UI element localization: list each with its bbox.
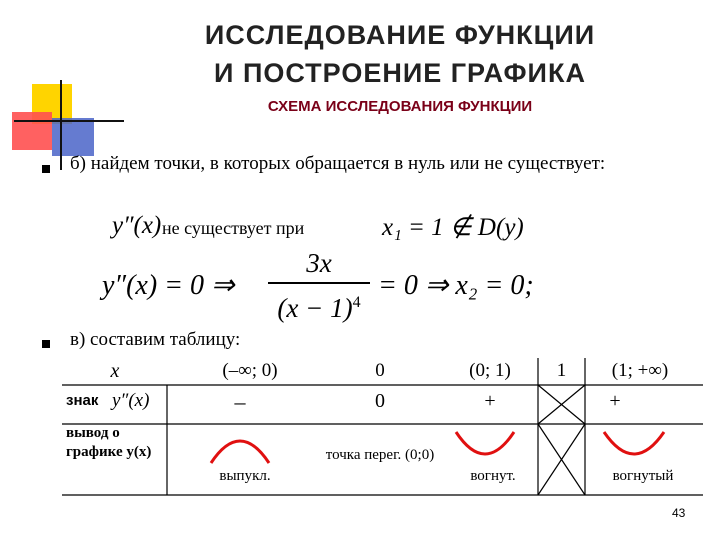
not-exists-text: не существует при — [162, 218, 305, 238]
title-line-1: ИССЛЕДОВАНИЕ ФУНКЦИИ — [204, 20, 596, 50]
point-x1: x₁ = 1 ∉ D(y) — [382, 214, 524, 241]
col2-x: 0 — [375, 360, 385, 381]
fraction-numerator: 3x — [306, 248, 332, 278]
second-derivative-label: y″(x) — [112, 212, 162, 239]
col5-x: (1; +∞) — [611, 360, 669, 381]
row-label-sign-word: знак — [66, 392, 99, 409]
concave-curve-icon — [450, 428, 520, 468]
row-label-conclusion: вывод о графике y(x) — [66, 425, 152, 460]
col3-conclusion: вогнут. — [470, 468, 516, 484]
concave-curve-icon-2 — [598, 428, 670, 468]
row-label-x: x — [110, 360, 120, 382]
title-line-2: И ПОСТРОЕНИЕ ГРАФИКА — [214, 58, 586, 88]
col5-conclusion: вогнутый — [612, 468, 674, 484]
col5-sign: + — [609, 390, 621, 412]
section-v-text: в) составим таблицу: — [70, 329, 241, 350]
equation-lhs: y″(x) = 0 ⇒ — [102, 270, 235, 301]
col4-x: 1 — [556, 360, 567, 381]
col1-sign: – — [234, 389, 246, 414]
section-b-text: б) найдем точки, в которых обращается в нуль или не существует: — [70, 153, 606, 174]
equation-rhs: = 0 ⇒ x₂ = 0; — [378, 270, 534, 301]
col3-x: (0; 1) — [469, 360, 511, 381]
col1-x: (–∞; 0) — [222, 360, 278, 381]
col2-sign: 0 — [375, 390, 385, 412]
denominator-exponent: 4 — [352, 294, 361, 311]
convex-curve-icon — [205, 425, 275, 465]
row-label-sign-expr: y″(x) — [112, 390, 150, 411]
page-number: 43 — [672, 506, 686, 520]
col1-conclusion: выпукл. — [219, 468, 271, 484]
subtitle: СХЕМА ИССЛЕДОВАНИЯ ФУНКЦИИ — [267, 98, 533, 115]
col3-sign: + — [484, 390, 496, 412]
denominator-base: (x − 1) — [277, 293, 353, 323]
col2-conclusion: точка перег. (0;0) — [325, 447, 435, 463]
